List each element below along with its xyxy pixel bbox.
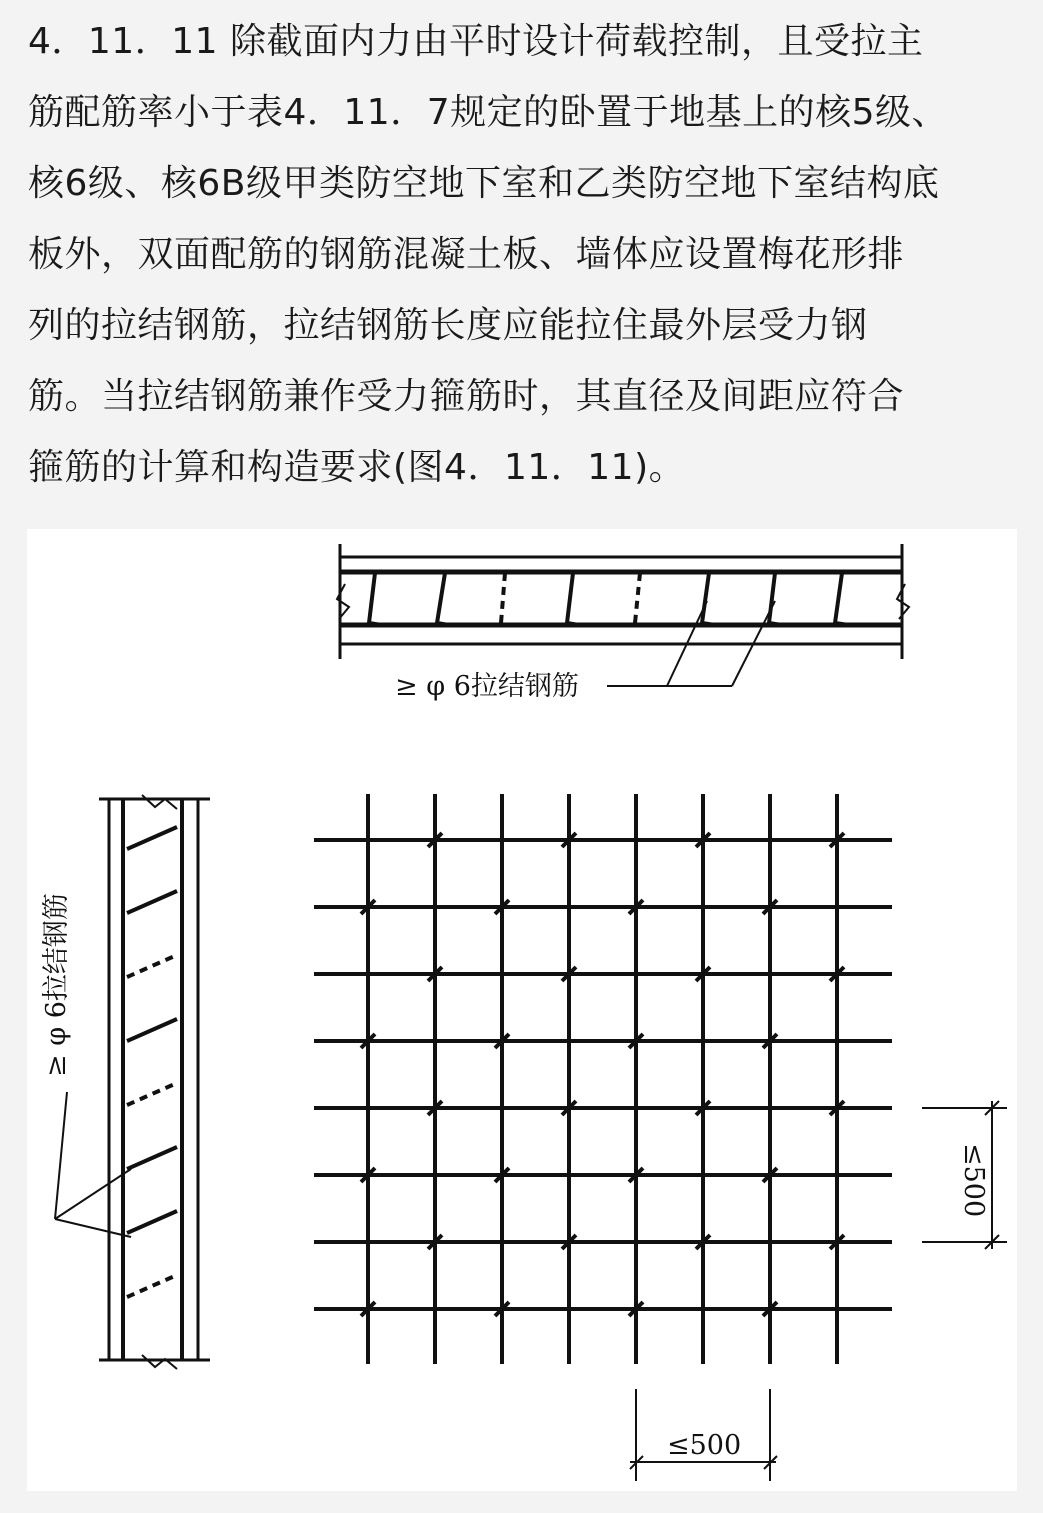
tie-bars-row [369,573,849,625]
top-tie-label: ≥ φ 6拉结钢筋 [395,671,579,702]
slab-section-diagram [337,544,909,686]
paragraph-line: 筋配筋率小于表4．11．7规定的卧置于地基上的核5级、 [28,92,949,133]
paragraph-line: 4．11．11 除截面内力由平时设计荷载控制，且受拉主 [28,21,924,62]
tie-bar-figure [27,529,1017,1491]
paragraph-line: 筋。当拉结钢筋兼作受力箍筋时，其直径及间距应符合 [28,376,905,417]
mesh-vertical-bars [368,794,837,1364]
horizontal-spacing-label: ≤500 [667,1430,742,1461]
rebar-mesh-plan [314,794,892,1364]
paragraph-line: 箍筋的计算和构造要求(图4．11．11)。 [28,447,686,488]
tie-bars-column [127,827,177,1297]
paragraph-line: 核6级、核6B级甲类防空地下室和乙类防空地下室结构底 [28,163,940,204]
wall-section-diagram [55,795,210,1369]
article-paragraph [28,6,1018,503]
paragraph-line: 板外，双面配筋的钢筋混凝土板、墙体应设置梅花形排 [28,234,905,275]
figure-drawing [27,529,1017,1491]
paragraph-line: 列的拉结钢筋，拉结钢筋长度应能拉住最外层受力钢 [28,305,868,346]
side-tie-label: ≥ φ 6拉结钢筋 [41,893,72,1077]
mesh-horizontal-bars [314,840,892,1309]
vertical-spacing-label: ≤500 [958,1143,989,1218]
